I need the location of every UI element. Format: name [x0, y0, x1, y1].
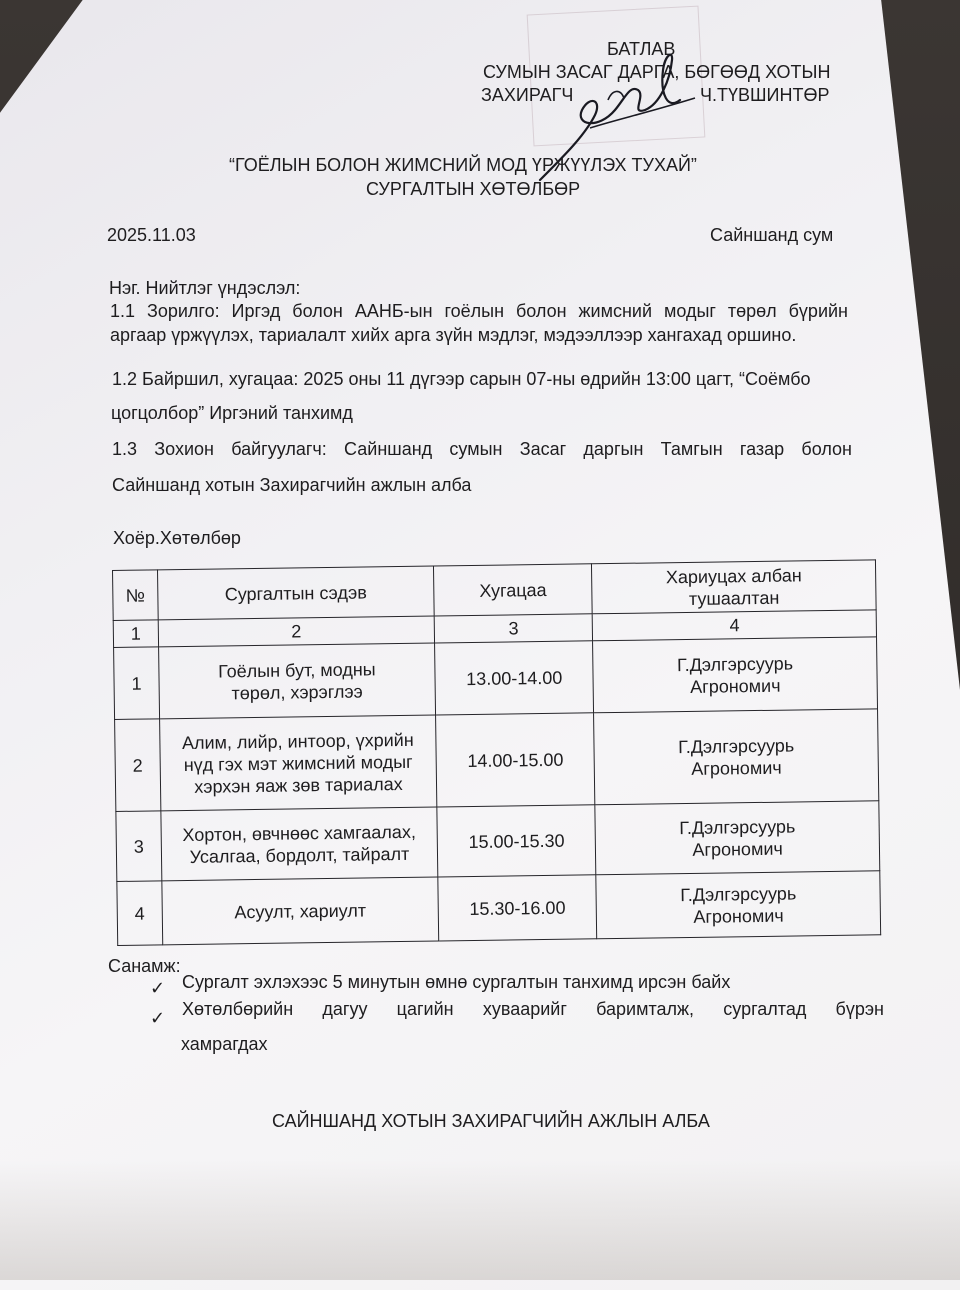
section1-heading: Нэг. Нийтлэг үндэслэл:	[109, 278, 301, 298]
approval-title: БАТЛАВ	[607, 39, 676, 59]
responsible-name: Г.Дэлгэрсуурь	[680, 882, 797, 905]
responsible-position: Агрономич	[691, 757, 782, 779]
purpose-line2: аргаар үржүүлэх, тариалалт хийх арга зүйн мэдлэг, мэдээллээр хангахад оршино.	[110, 325, 797, 345]
table-row	[117, 871, 881, 946]
row-topic: Гоёлын бут, модны төрөл, хэрэглээ	[158, 643, 435, 719]
row-time: 13.00-14.00	[435, 641, 594, 715]
note-item-1: Сургалт эхлэхээс 5 минутын өмнө сургалтын танхимд ирсэн байх	[182, 972, 731, 992]
lower-shadow	[0, 1160, 960, 1280]
document-subtitle: СУРГАЛТЫН ХӨТӨЛБӨР	[366, 179, 581, 199]
purpose-line1: 1.1 Зорилго: Иргэд болон ААНБ-ын гоёлын болон жимсний модыг төрөл бүрийн	[110, 301, 848, 321]
row-number: 3	[116, 811, 162, 882]
row-number: 1	[114, 647, 160, 720]
row-responsible	[594, 709, 879, 805]
row-number: 2	[115, 719, 161, 812]
row-responsible	[596, 871, 881, 939]
document-title: “ГОЁЛЫН БОЛОН ЖИМСНИЙ МОД ҮРЖҮҮЛЭХ ТУХАЙ”	[229, 155, 697, 175]
column-number: 1	[113, 620, 158, 648]
organizer-line1: 1.3 Зохион байгуулагч: Сайншанд сумын Засаг даргын Тамгын газар болон	[112, 439, 852, 459]
document-date: 2025.11.03	[107, 225, 196, 245]
header-cell: Сургалтын сэдэв	[157, 566, 434, 620]
row-time: 14.00-15.00	[436, 713, 596, 807]
table-row	[115, 709, 879, 812]
schedule-table	[112, 559, 881, 946]
location-line1: 1.2 Байршил, хугацаа: 2025 оны 11 дүгээр сарын 07-ны өдрийн 13:00 цагт, “Соёмбо	[112, 369, 811, 389]
responsible-position: Агрономич	[690, 675, 781, 697]
footer-organization: САЙНШАНД ХОТЫН ЗАХИРАГЧИЙН АЖЛЫН АЛБА	[272, 1111, 710, 1131]
responsible-name: Г.Дэлгэрсуурь	[676, 653, 794, 675]
approval-name: Ч.ТҮВШИНТӨР	[700, 85, 830, 105]
row-time: 15.30-16.00	[438, 875, 597, 941]
organizer-line2: Сайншанд хотын Захирагчийн ажлын алба	[112, 475, 472, 495]
checkmark-icon: ✓	[150, 978, 166, 998]
notes-heading: Санамж:	[108, 956, 181, 976]
header-cell: Хариуцах албан тушаалтан	[592, 560, 876, 614]
responsible-name: Г.Дэлгэрсуурь	[679, 815, 796, 838]
approval-line1: СУМЫН ЗАСАГ ДАРГА, БӨГӨӨД ХОТЫН	[483, 62, 831, 82]
row-time: 15.00-15.30	[437, 805, 596, 877]
section2-heading: Хоёр.Хөтөлбөр	[113, 528, 241, 548]
row-responsible	[593, 637, 878, 713]
approval-role: ЗАХИРАГЧ	[481, 85, 574, 105]
table-row	[114, 637, 878, 720]
column-number: 3	[434, 614, 593, 643]
note-item-2-line2: хамрагдах	[181, 1034, 268, 1054]
document-place: Сайншанд сум	[710, 225, 834, 245]
row-responsible	[595, 801, 880, 875]
checkmark-icon: ✓	[150, 1008, 166, 1028]
row-topic: Хортон, өвчнөөс хамгаалах, Усалгаа, бордолт, тайралт	[161, 807, 438, 881]
column-number: 2	[158, 616, 435, 647]
column-number: 4	[592, 610, 876, 641]
location-line2: цогцолбор” Иргэний танхимд	[111, 403, 353, 423]
responsible-name: Г.Дэлгэрсуурь	[678, 734, 795, 757]
note-item-2-line1: Хөтөлбөрийн дагуу цагийн хуваарийг баримталж, сургалтад бүрэн	[182, 999, 884, 1019]
row-topic: Асуулт, хариулт	[162, 877, 439, 945]
table-row	[116, 801, 880, 882]
responsible-position: Агрономич	[692, 838, 783, 860]
row-topic: Алим, лийр, интоор, үхрийн нүд гэх мэт жимсний модыг хэрхэн яаж зөв тариалах	[159, 715, 437, 811]
header-cell: №	[113, 570, 159, 621]
responsible-position: Агрономич	[693, 905, 784, 927]
header-cell: Хугацаа	[434, 564, 593, 616]
row-number: 4	[117, 881, 163, 946]
